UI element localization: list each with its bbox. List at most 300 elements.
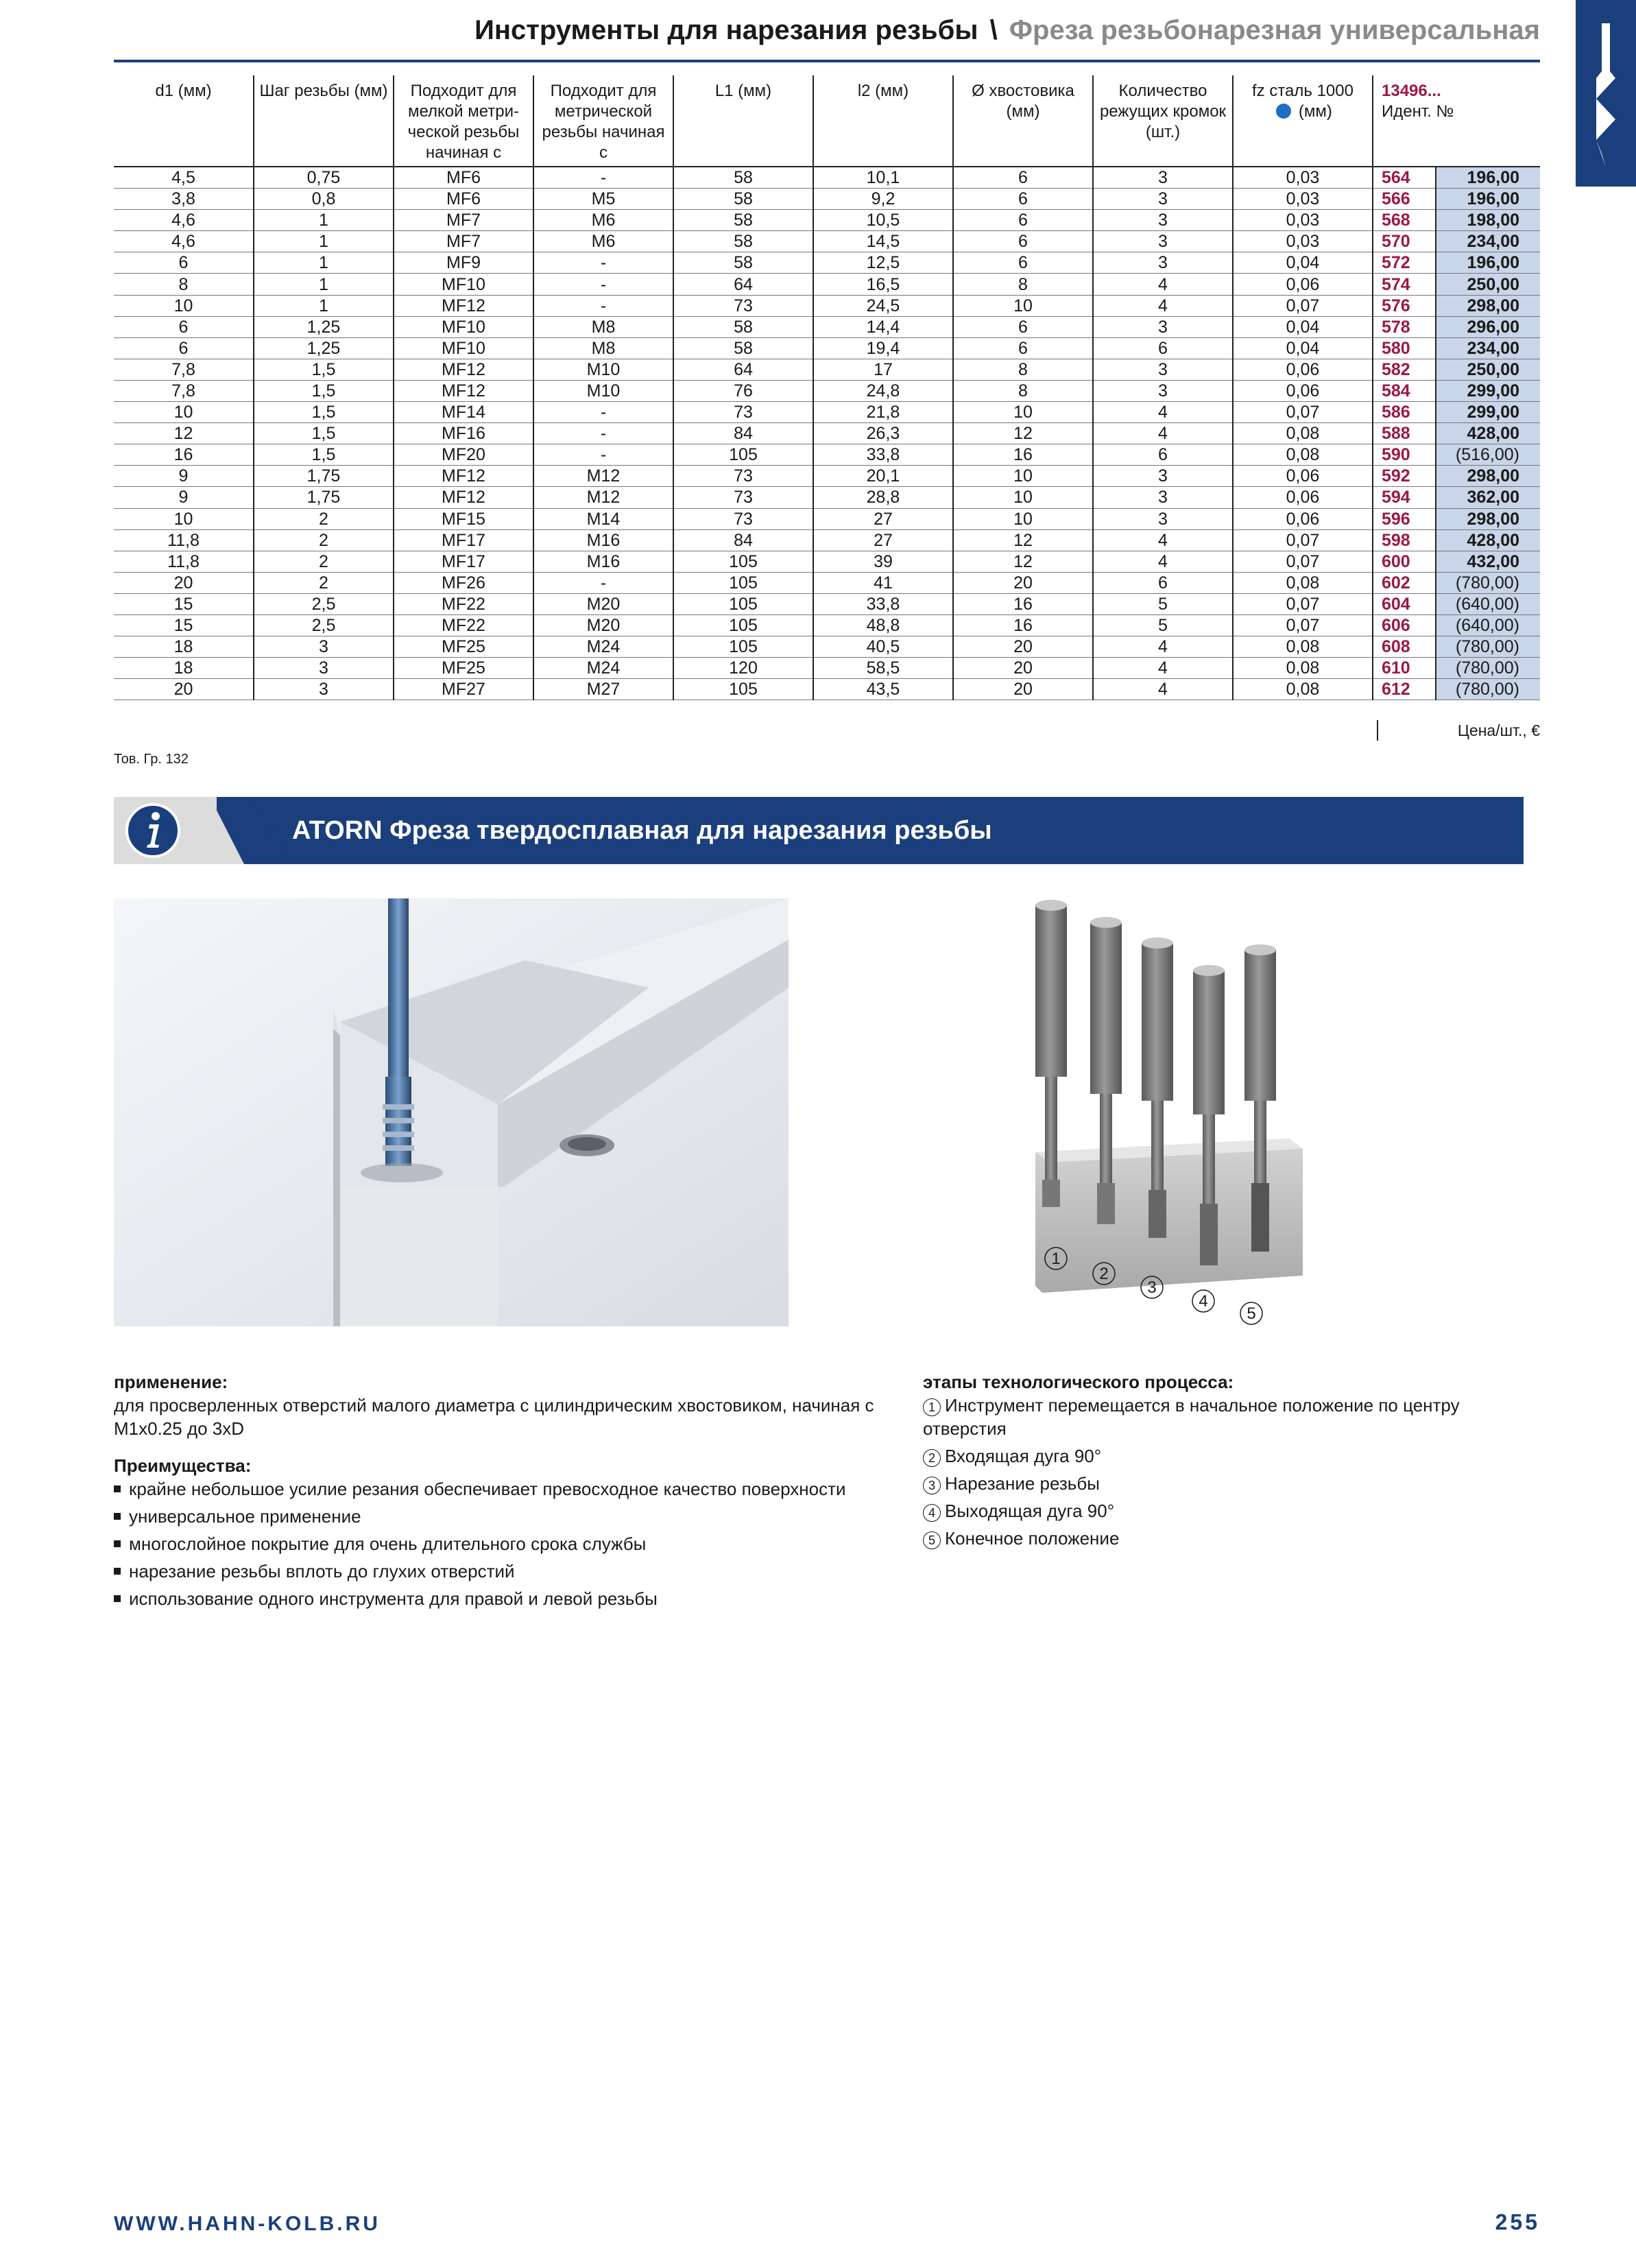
table-cell: 1,5 — [254, 423, 394, 444]
banner-title: ATORN Фреза твердосплавная для нарезания резьбы — [292, 816, 992, 845]
table-cell: 0,07 — [1233, 614, 1373, 636]
table-cell: - — [533, 252, 673, 274]
table-cell: MF14 — [394, 402, 533, 423]
table-row — [114, 231, 1540, 252]
table-cell: M12 — [533, 466, 673, 487]
table-cell: MF25 — [394, 636, 533, 658]
price-cell: 196,00 — [1436, 189, 1540, 210]
table-cell: 10 — [953, 487, 1093, 508]
diagram-label-2: 2 — [1099, 1265, 1109, 1283]
table-cell: 6 — [1093, 572, 1233, 593]
table-cell: 1 — [254, 210, 394, 231]
table-cell: 20 — [953, 572, 1093, 593]
table-cell: 0,06 — [1233, 487, 1373, 508]
table-row — [114, 167, 1540, 189]
process-diagram — [1015, 892, 1330, 1337]
table-cell: 20 — [953, 636, 1093, 658]
table-cell: MF12 — [394, 487, 533, 508]
table-cell: 105 — [673, 551, 813, 572]
table-row — [114, 210, 1540, 231]
table-row — [114, 593, 1540, 614]
info-icon — [125, 802, 181, 859]
table-cell: 2 — [254, 572, 394, 593]
price-cell: 428,00 — [1436, 529, 1540, 551]
table-cell: 4 — [1093, 658, 1233, 679]
ident-number: 608 — [1373, 636, 1436, 658]
table-cell: 6 — [953, 337, 1093, 359]
ident-number: 600 — [1373, 551, 1436, 572]
table-cell: 3 — [1093, 167, 1233, 189]
table-cell: 3 — [1093, 359, 1233, 380]
table-cell: 4 — [1093, 295, 1233, 316]
table-cell: MF6 — [394, 167, 533, 189]
table-cell: M10 — [533, 359, 673, 380]
table-cell: 16 — [953, 444, 1093, 466]
table-cell: 33,8 — [813, 593, 953, 614]
ident-number: 568 — [1373, 210, 1436, 231]
col-fz — [1233, 75, 1373, 167]
table-cell: 40,5 — [813, 636, 953, 658]
table-row — [114, 508, 1540, 529]
table-cell: 24,5 — [813, 295, 953, 316]
price-divider — [1377, 720, 1378, 741]
step-text: Нарезание резьбы — [945, 1473, 1100, 1494]
price-cell: 250,00 — [1436, 274, 1540, 295]
table-cell: 18 — [114, 636, 254, 658]
table-cell: 8 — [953, 274, 1093, 295]
table-cell: 4 — [1093, 636, 1233, 658]
table-cell: 64 — [673, 274, 813, 295]
product-table — [114, 75, 1540, 700]
table-cell: 41 — [813, 572, 953, 593]
table-cell: 33,8 — [813, 444, 953, 466]
table-cell: - — [533, 572, 673, 593]
table-cell: 48,8 — [813, 614, 953, 636]
table-cell: 16 — [114, 444, 254, 466]
table-cell: 1 — [254, 231, 394, 252]
table-row — [114, 444, 1540, 466]
table-cell: 6 — [114, 252, 254, 274]
ident-number: 612 — [1373, 679, 1436, 700]
price-cell: (780,00) — [1436, 679, 1540, 700]
price-cell: (640,00) — [1436, 614, 1540, 636]
price-cell: 432,00 — [1436, 551, 1540, 572]
table-cell: 0,07 — [1233, 402, 1373, 423]
price-cell: 196,00 — [1436, 167, 1540, 189]
table-cell: 6 — [953, 316, 1093, 337]
ident-number: 570 — [1373, 231, 1436, 252]
table-row — [114, 679, 1540, 700]
table-cell: 18 — [114, 658, 254, 679]
table-row — [114, 380, 1540, 401]
table-cell: 105 — [673, 679, 813, 700]
table-cell: 76 — [673, 380, 813, 401]
price-cell: 428,00 — [1436, 423, 1540, 444]
section-tab — [1576, 0, 1636, 187]
table-cell: 3 — [1093, 508, 1233, 529]
table-cell: M12 — [533, 487, 673, 508]
col-metric-thread: Подходит для метрической резьбы начиная с — [533, 75, 673, 167]
table-cell: 14,4 — [813, 316, 953, 337]
table-cell: 8 — [114, 274, 254, 295]
table-cell: M16 — [533, 551, 673, 572]
table-cell: 3 — [1093, 380, 1233, 401]
col-shank: Ø хвостовика (мм) — [953, 75, 1093, 167]
table-cell: 73 — [673, 295, 813, 316]
process-steps — [923, 1394, 1526, 1550]
table-cell: 26,3 — [813, 423, 953, 444]
table-cell: 6 — [1093, 444, 1233, 466]
table-cell: 11,8 — [114, 529, 254, 551]
price-cell: 196,00 — [1436, 252, 1540, 274]
table-cell: 12 — [953, 551, 1093, 572]
header-rule — [114, 60, 1540, 62]
table-cell: 0,03 — [1233, 231, 1373, 252]
table-row — [114, 636, 1540, 658]
table-row — [114, 295, 1540, 316]
col-pitch: Шаг резьбы (мм) — [254, 75, 394, 167]
price-cell: (780,00) — [1436, 636, 1540, 658]
ident-number: 594 — [1373, 487, 1436, 508]
process-block — [923, 1370, 1526, 1554]
table-row — [114, 316, 1540, 337]
step-text: Входящая дуга 90° — [945, 1446, 1102, 1466]
table-cell: M14 — [533, 508, 673, 529]
table-cell: MF9 — [394, 252, 533, 274]
ident-number: 602 — [1373, 572, 1436, 593]
process-heading: этапы технологического процесса: — [923, 1372, 1234, 1392]
table-cell: MF7 — [394, 231, 533, 252]
table-cell: 2,5 — [254, 614, 394, 636]
table-cell: 9,2 — [813, 189, 953, 210]
table-cell: 12,5 — [813, 252, 953, 274]
table-cell: 15 — [114, 593, 254, 614]
price-cell: 362,00 — [1436, 487, 1540, 508]
table-cell: 12 — [953, 529, 1093, 551]
table-cell: 3 — [254, 636, 394, 658]
table-cell: 10 — [953, 295, 1093, 316]
table-row — [114, 466, 1540, 487]
table-cell: 105 — [673, 593, 813, 614]
ident-number: 592 — [1373, 466, 1436, 487]
ident-number: 586 — [1373, 402, 1436, 423]
table-cell: 0,07 — [1233, 295, 1373, 316]
table-cell: MF25 — [394, 658, 533, 679]
table-cell: 6 — [114, 316, 254, 337]
table-cell: 16 — [953, 614, 1093, 636]
fz-label: fz сталь 1000 — [1252, 82, 1354, 100]
table-cell: 3 — [1093, 210, 1233, 231]
table-cell: 0,08 — [1233, 636, 1373, 658]
table-cell: MF12 — [394, 359, 533, 380]
table-cell: 12 — [114, 423, 254, 444]
table-cell: MF7 — [394, 210, 533, 231]
table-cell: 0,06 — [1233, 380, 1373, 401]
table-cell: 58 — [673, 316, 813, 337]
table-cell: 1,25 — [254, 316, 394, 337]
table-row — [114, 529, 1540, 551]
table-cell: 7,8 — [114, 380, 254, 401]
table-cell: M8 — [533, 337, 673, 359]
page-header — [474, 15, 1540, 46]
ident-number: 590 — [1373, 444, 1436, 466]
ident-number: 588 — [1373, 423, 1436, 444]
table-cell: 3 — [1093, 487, 1233, 508]
step-text: Инструмент перемещается в начальное положение по центру отверстия — [923, 1395, 1460, 1439]
table-cell: 20 — [953, 658, 1093, 679]
ident-number: 606 — [1373, 614, 1436, 636]
table-cell: 0,08 — [1233, 572, 1373, 593]
price-cell: 298,00 — [1436, 295, 1540, 316]
footer-url-link[interactable]: WWW.HAHN-KOLB.RU — [114, 2212, 381, 2235]
table-cell: 58 — [673, 337, 813, 359]
step-number: 5 — [923, 1531, 941, 1549]
table-cell: 6 — [953, 189, 1093, 210]
table-cell: 105 — [673, 444, 813, 466]
table-cell: 2 — [254, 508, 394, 529]
table-cell: 1,5 — [254, 402, 394, 423]
table-cell: 73 — [673, 402, 813, 423]
ident-code: 13496... — [1382, 82, 1441, 100]
col-d1: d1 (мм) — [114, 75, 254, 167]
step-number: 4 — [923, 1504, 941, 1522]
table-cell: - — [533, 402, 673, 423]
price-cell: 250,00 — [1436, 359, 1540, 380]
table-cell: 3 — [1093, 252, 1233, 274]
table-row — [114, 658, 1540, 679]
table-cell: 105 — [673, 636, 813, 658]
table-cell: M27 — [533, 679, 673, 700]
table-cell: 10 — [114, 508, 254, 529]
table-cell: 3,8 — [114, 189, 254, 210]
table-cell: 0,75 — [254, 167, 394, 189]
price-cell: 299,00 — [1436, 402, 1540, 423]
table-cell: 10,5 — [813, 210, 953, 231]
table-cell: 4 — [1093, 274, 1233, 295]
col-L1: L1 (мм) — [673, 75, 813, 167]
table-cell: M16 — [533, 529, 673, 551]
price-cell: (780,00) — [1436, 658, 1540, 679]
table-cell: 10 — [114, 295, 254, 316]
table-cell: 1,5 — [254, 444, 394, 466]
table-cell: 58 — [673, 189, 813, 210]
table-cell: 8 — [953, 359, 1093, 380]
table-row — [114, 487, 1540, 508]
table-cell: 6 — [1093, 337, 1233, 359]
table-cell: 0,04 — [1233, 252, 1373, 274]
table-cell: M24 — [533, 658, 673, 679]
table-cell: 4,5 — [114, 167, 254, 189]
process-step — [923, 1472, 1526, 1495]
table-cell: MF27 — [394, 679, 533, 700]
table-cell: 2 — [254, 529, 394, 551]
diagram-label-4: 4 — [1199, 1292, 1208, 1311]
table-cell: 9 — [114, 466, 254, 487]
table-cell: 5 — [1093, 614, 1233, 636]
price-cell: 298,00 — [1436, 508, 1540, 529]
table-cell: 1,75 — [254, 487, 394, 508]
ident-number: 604 — [1373, 593, 1436, 614]
table-cell: 4,6 — [114, 231, 254, 252]
table-cell: 6 — [953, 252, 1093, 274]
table-cell: 21,8 — [813, 402, 953, 423]
table-cell: 0,08 — [1233, 423, 1373, 444]
table-cell: 4 — [1093, 529, 1233, 551]
table-cell: MF12 — [394, 295, 533, 316]
table-cell: M5 — [533, 189, 673, 210]
table-cell: 16 — [953, 593, 1093, 614]
table-cell: M6 — [533, 210, 673, 231]
table-cell: - — [533, 274, 673, 295]
ident-number: 610 — [1373, 658, 1436, 679]
info-banner — [114, 797, 1524, 864]
table-cell: 2,5 — [254, 593, 394, 614]
table-cell: 0,07 — [1233, 551, 1373, 572]
table-cell: 20,1 — [813, 466, 953, 487]
process-step — [923, 1394, 1526, 1440]
process-step — [923, 1444, 1526, 1468]
table-cell: MF26 — [394, 572, 533, 593]
diagram-label-1: 1 — [1051, 1250, 1061, 1268]
ident-label: Идент. № — [1382, 102, 1454, 121]
table-cell: 58 — [673, 252, 813, 274]
table-cell: MF22 — [394, 593, 533, 614]
col-fine-thread: Подходит для мелкой метри-ческой резьбы начиная с — [394, 75, 533, 167]
table-cell: 58,5 — [813, 658, 953, 679]
table-row — [114, 189, 1540, 210]
step-number: 3 — [923, 1477, 941, 1494]
table-cell: - — [533, 295, 673, 316]
table-cell: 39 — [813, 551, 953, 572]
header-separator: \ — [989, 15, 998, 45]
step-number: 2 — [923, 1449, 941, 1467]
table-cell: 105 — [673, 614, 813, 636]
table-row — [114, 551, 1540, 572]
table-cell: 3 — [1093, 466, 1233, 487]
banner-chevron — [217, 797, 292, 864]
table-cell: 64 — [673, 359, 813, 380]
col-ident — [1373, 75, 1540, 167]
ident-number: 596 — [1373, 508, 1436, 529]
table-cell: 1,5 — [254, 380, 394, 401]
advantages-list — [114, 1477, 923, 1610]
table-cell: - — [533, 167, 673, 189]
table-cell: 28,8 — [813, 487, 953, 508]
table-cell: MF10 — [394, 316, 533, 337]
table-cell: - — [533, 423, 673, 444]
table-cell: MF10 — [394, 274, 533, 295]
advantage-item: нарезание резьбы вплоть до глухих отверстий — [114, 1560, 923, 1583]
ident-number: 598 — [1373, 529, 1436, 551]
table-cell: 20 — [114, 679, 254, 700]
table-cell: 0,06 — [1233, 466, 1373, 487]
process-step — [923, 1499, 1526, 1523]
table-cell: 73 — [673, 487, 813, 508]
table-cell: 105 — [673, 572, 813, 593]
table-cell: MF12 — [394, 466, 533, 487]
col-l2: l2 (мм) — [813, 75, 953, 167]
header-title: Инструменты для нарезания резьбы — [474, 15, 978, 45]
table-cell: MF20 — [394, 444, 533, 466]
ident-number: 582 — [1373, 359, 1436, 380]
diagram-label-5: 5 — [1247, 1304, 1256, 1323]
table-cell: 73 — [673, 466, 813, 487]
table-cell: 3 — [1093, 231, 1233, 252]
table-cell: 0,03 — [1233, 210, 1373, 231]
table-cell: 58 — [673, 231, 813, 252]
table-cell: 1 — [254, 252, 394, 274]
table-cell: 0,07 — [1233, 529, 1373, 551]
table-cell: MF17 — [394, 551, 533, 572]
price-cell: 234,00 — [1436, 337, 1540, 359]
advantage-item: многослойное покрытие для очень длительного срока службы — [114, 1532, 923, 1555]
advantage-item: крайне небольшое усилие резания обеспечивает превосходное качество поверхности — [114, 1477, 923, 1501]
table-row — [114, 337, 1540, 359]
table-cell: 3 — [254, 679, 394, 700]
table-cell: 6 — [953, 167, 1093, 189]
table-cell: 4 — [1093, 551, 1233, 572]
table-cell: M20 — [533, 593, 673, 614]
step-text: Конечное положение — [945, 1528, 1120, 1549]
ident-number: 566 — [1373, 189, 1436, 210]
price-cell: (780,00) — [1436, 572, 1540, 593]
table-cell: 10 — [114, 402, 254, 423]
header-subtitle: Фреза резьбонарезная универсальная — [1009, 15, 1540, 45]
table-cell: 0,06 — [1233, 274, 1373, 295]
table-cell: 120 — [673, 658, 813, 679]
table-cell: 20 — [114, 572, 254, 593]
table-cell: 10 — [953, 402, 1093, 423]
table-cell: 27 — [813, 529, 953, 551]
table-cell: 58 — [673, 210, 813, 231]
application-heading: применение: — [114, 1372, 228, 1392]
table-cell: 1,5 — [254, 359, 394, 380]
table-cell: 19,4 — [813, 337, 953, 359]
table-row — [114, 614, 1540, 636]
table-cell: - — [533, 444, 673, 466]
price-cell: (516,00) — [1436, 444, 1540, 466]
price-cell: (640,00) — [1436, 593, 1540, 614]
table-cell: 24,8 — [813, 380, 953, 401]
table-cell: 17 — [813, 359, 953, 380]
table-cell: 0,03 — [1233, 189, 1373, 210]
price-cell: 299,00 — [1436, 380, 1540, 401]
table-cell: 0,08 — [1233, 444, 1373, 466]
advantage-item: универсальное применение — [114, 1505, 923, 1528]
application-block — [114, 1370, 923, 1614]
price-cell: 298,00 — [1436, 466, 1540, 487]
table-cell: 6 — [953, 231, 1093, 252]
ident-number: 564 — [1373, 167, 1436, 189]
table-cell: 5 — [1093, 593, 1233, 614]
table-cell: MF15 — [394, 508, 533, 529]
ident-number: 572 — [1373, 252, 1436, 274]
goods-group: Тов. Гр. 132 — [114, 752, 189, 767]
table-cell: 3 — [254, 658, 394, 679]
table-cell: 10 — [953, 466, 1093, 487]
table-cell: 10,1 — [813, 167, 953, 189]
table-cell: 27 — [813, 508, 953, 529]
table-row — [114, 572, 1540, 593]
table-cell: 9 — [114, 487, 254, 508]
table-cell: 1 — [254, 274, 394, 295]
table-cell: 1,75 — [254, 466, 394, 487]
table-cell: MF16 — [394, 423, 533, 444]
table-cell: 7,8 — [114, 359, 254, 380]
table-cell: 84 — [673, 529, 813, 551]
product-photo — [114, 898, 789, 1326]
table-cell: M10 — [533, 380, 673, 401]
